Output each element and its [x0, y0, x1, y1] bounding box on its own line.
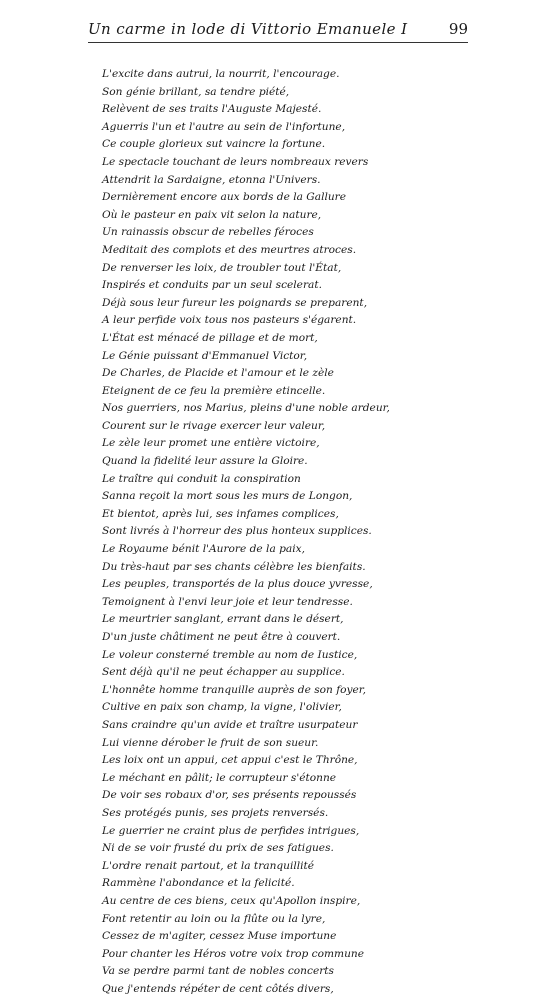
poem-line: Déjà sous leur fureur les poignards se preparent,: [102, 296, 368, 309]
poem-line: Lui vienne dérober le fruit de son sueur.: [102, 736, 319, 749]
poem-text: [102, 66, 422, 998]
poem-line: Quand la fidelité leur assure la Gloire.: [102, 455, 308, 468]
poem-line: Le spectacle touchant de leurs nombreaux revers: [102, 155, 369, 168]
poem-line: Sent déjà qu'il ne peut échapper au supplice.: [102, 666, 345, 679]
poem-line: Du très-haut par ses chants célèbre les bienfaits.: [102, 560, 366, 573]
poem-line: L'ordre renait partout, et la tranquillité: [102, 859, 315, 872]
running-title: Un carme in lode di Vittorio Emanuele I: [88, 20, 408, 38]
poem-line: Le Génie puissant d'Emmanuel Victor,: [102, 349, 308, 362]
poem-line: Ce couple glorieux sut vaincre la fortune.: [102, 138, 326, 151]
poem-line: Inspirés et conduits par un seul scelerat.: [102, 279, 322, 292]
poem-line: Meditait des complots et des meurtres atroces.: [102, 243, 357, 256]
poem-line: Où le pasteur en paix vit selon la nature,: [102, 208, 322, 221]
poem-line: L'État est ménacé de pillage et de mort,: [102, 331, 318, 344]
poem-line: Au centre de ces biens, ceux qu'Apollon inspire,: [102, 894, 361, 907]
poem-line: Nos guerriers, nos Marius, pleins d'une noble ardeur,: [102, 402, 390, 415]
poem-line: De renverser les loix, de troubler tout l'État,: [102, 261, 342, 274]
poem-line: Le guerrier ne craint plus de perfides intrigues,: [102, 824, 360, 837]
poem-line: L'honnête homme tranquille auprès de son foyer,: [102, 683, 367, 696]
poem-line: Sans craindre qu'un avide et traître usurpateur: [102, 718, 358, 731]
poem-line: Un rainassis obscur de rebelles féroces: [102, 226, 314, 239]
poem-line: Le traître qui conduit la conspiration: [102, 472, 301, 485]
poem-line: L'excite dans autrui, la nourrit, l'encourage.: [102, 68, 340, 80]
poem-line: Ses protégés punis, ses projets renversés.: [102, 806, 329, 819]
poem-line: De Charles, de Placide et l'amour et le zèle: [102, 367, 334, 380]
poem-line: Pour chanter les Héros votre voix trop commune: [102, 947, 364, 960]
poem-line: Rammène l'abondance et la felicité.: [102, 877, 295, 890]
poem-line: Sanna reçoit la mort sous les murs de Longon,: [102, 490, 353, 503]
page-number: 99: [448, 20, 468, 38]
poem-line: Sont livrés à l'horreur des plus honteux supplices.: [102, 525, 372, 538]
poem-line: Et bientot, après lui, ses infames complices,: [102, 507, 339, 520]
poem-line: Attendrit la Sardaigne, etonna l'Univers.: [102, 173, 321, 186]
header-rule: [88, 42, 468, 43]
poem-line: Son génie brillant, sa tendre piété,: [102, 85, 290, 98]
poem-line: Va se perdre parmi tant de nobles concerts: [102, 965, 334, 978]
poem-line: Le méchant en pâlit; le corrupteur s'étonne: [102, 771, 337, 784]
poem-line: Les peuples, transportés de la plus douce yvresse,: [102, 578, 373, 591]
poem-line: Cessez de m'agiter, cessez Muse importune: [102, 930, 337, 943]
poem-line: Dernièrement encore aux bords de la Gallure: [102, 191, 346, 204]
poem-line: Font retentir au loin ou la flûte ou la lyre,: [102, 912, 326, 925]
poem-line: Courent sur le rivage exercer leur valeur,: [102, 419, 326, 432]
poem-line: Relèvent de ses traits l'Auguste Majesté.: [102, 103, 322, 116]
poem-line: Le meurtrier sanglant, errant dans le désert,: [102, 613, 344, 626]
poem-line: Les loix ont un appui, cet appui c'est le Thrône,: [102, 754, 358, 767]
poem-line: Que j'entends répéter de cent côtés divers,: [102, 982, 334, 995]
poem-line: De voir ses robaux d'or, ses présents repoussés: [102, 789, 357, 802]
poem-line: A leur perfide voix tous nos pasteurs s'égarent.: [102, 314, 357, 327]
poem-line: Temoignent à l'envi leur joie et leur tendresse.: [102, 595, 353, 608]
poem-line: Le voleur consterné tremble au nom de Iustice,: [102, 648, 358, 661]
poem-line: Le zèle leur promet une entière victoire,: [102, 437, 320, 450]
poem-line: D'un juste châtiment ne peut être à couvert.: [102, 631, 341, 643]
poem-line: Eteignent de ce feu la première etincelle.: [102, 384, 326, 397]
poem-line: Cultive en paix son champ, la vigne, l'olivier,: [102, 701, 342, 714]
poem-line: Aguerris l'un et l'autre au sein de l'infortune,: [102, 120, 346, 133]
poem-line: Ni de se voir frusté du prix de ses fatigues.: [102, 842, 334, 855]
page-header: [88, 20, 468, 42]
poem-line: Le Royaume bénit l'Aurore de la paix,: [102, 543, 305, 556]
